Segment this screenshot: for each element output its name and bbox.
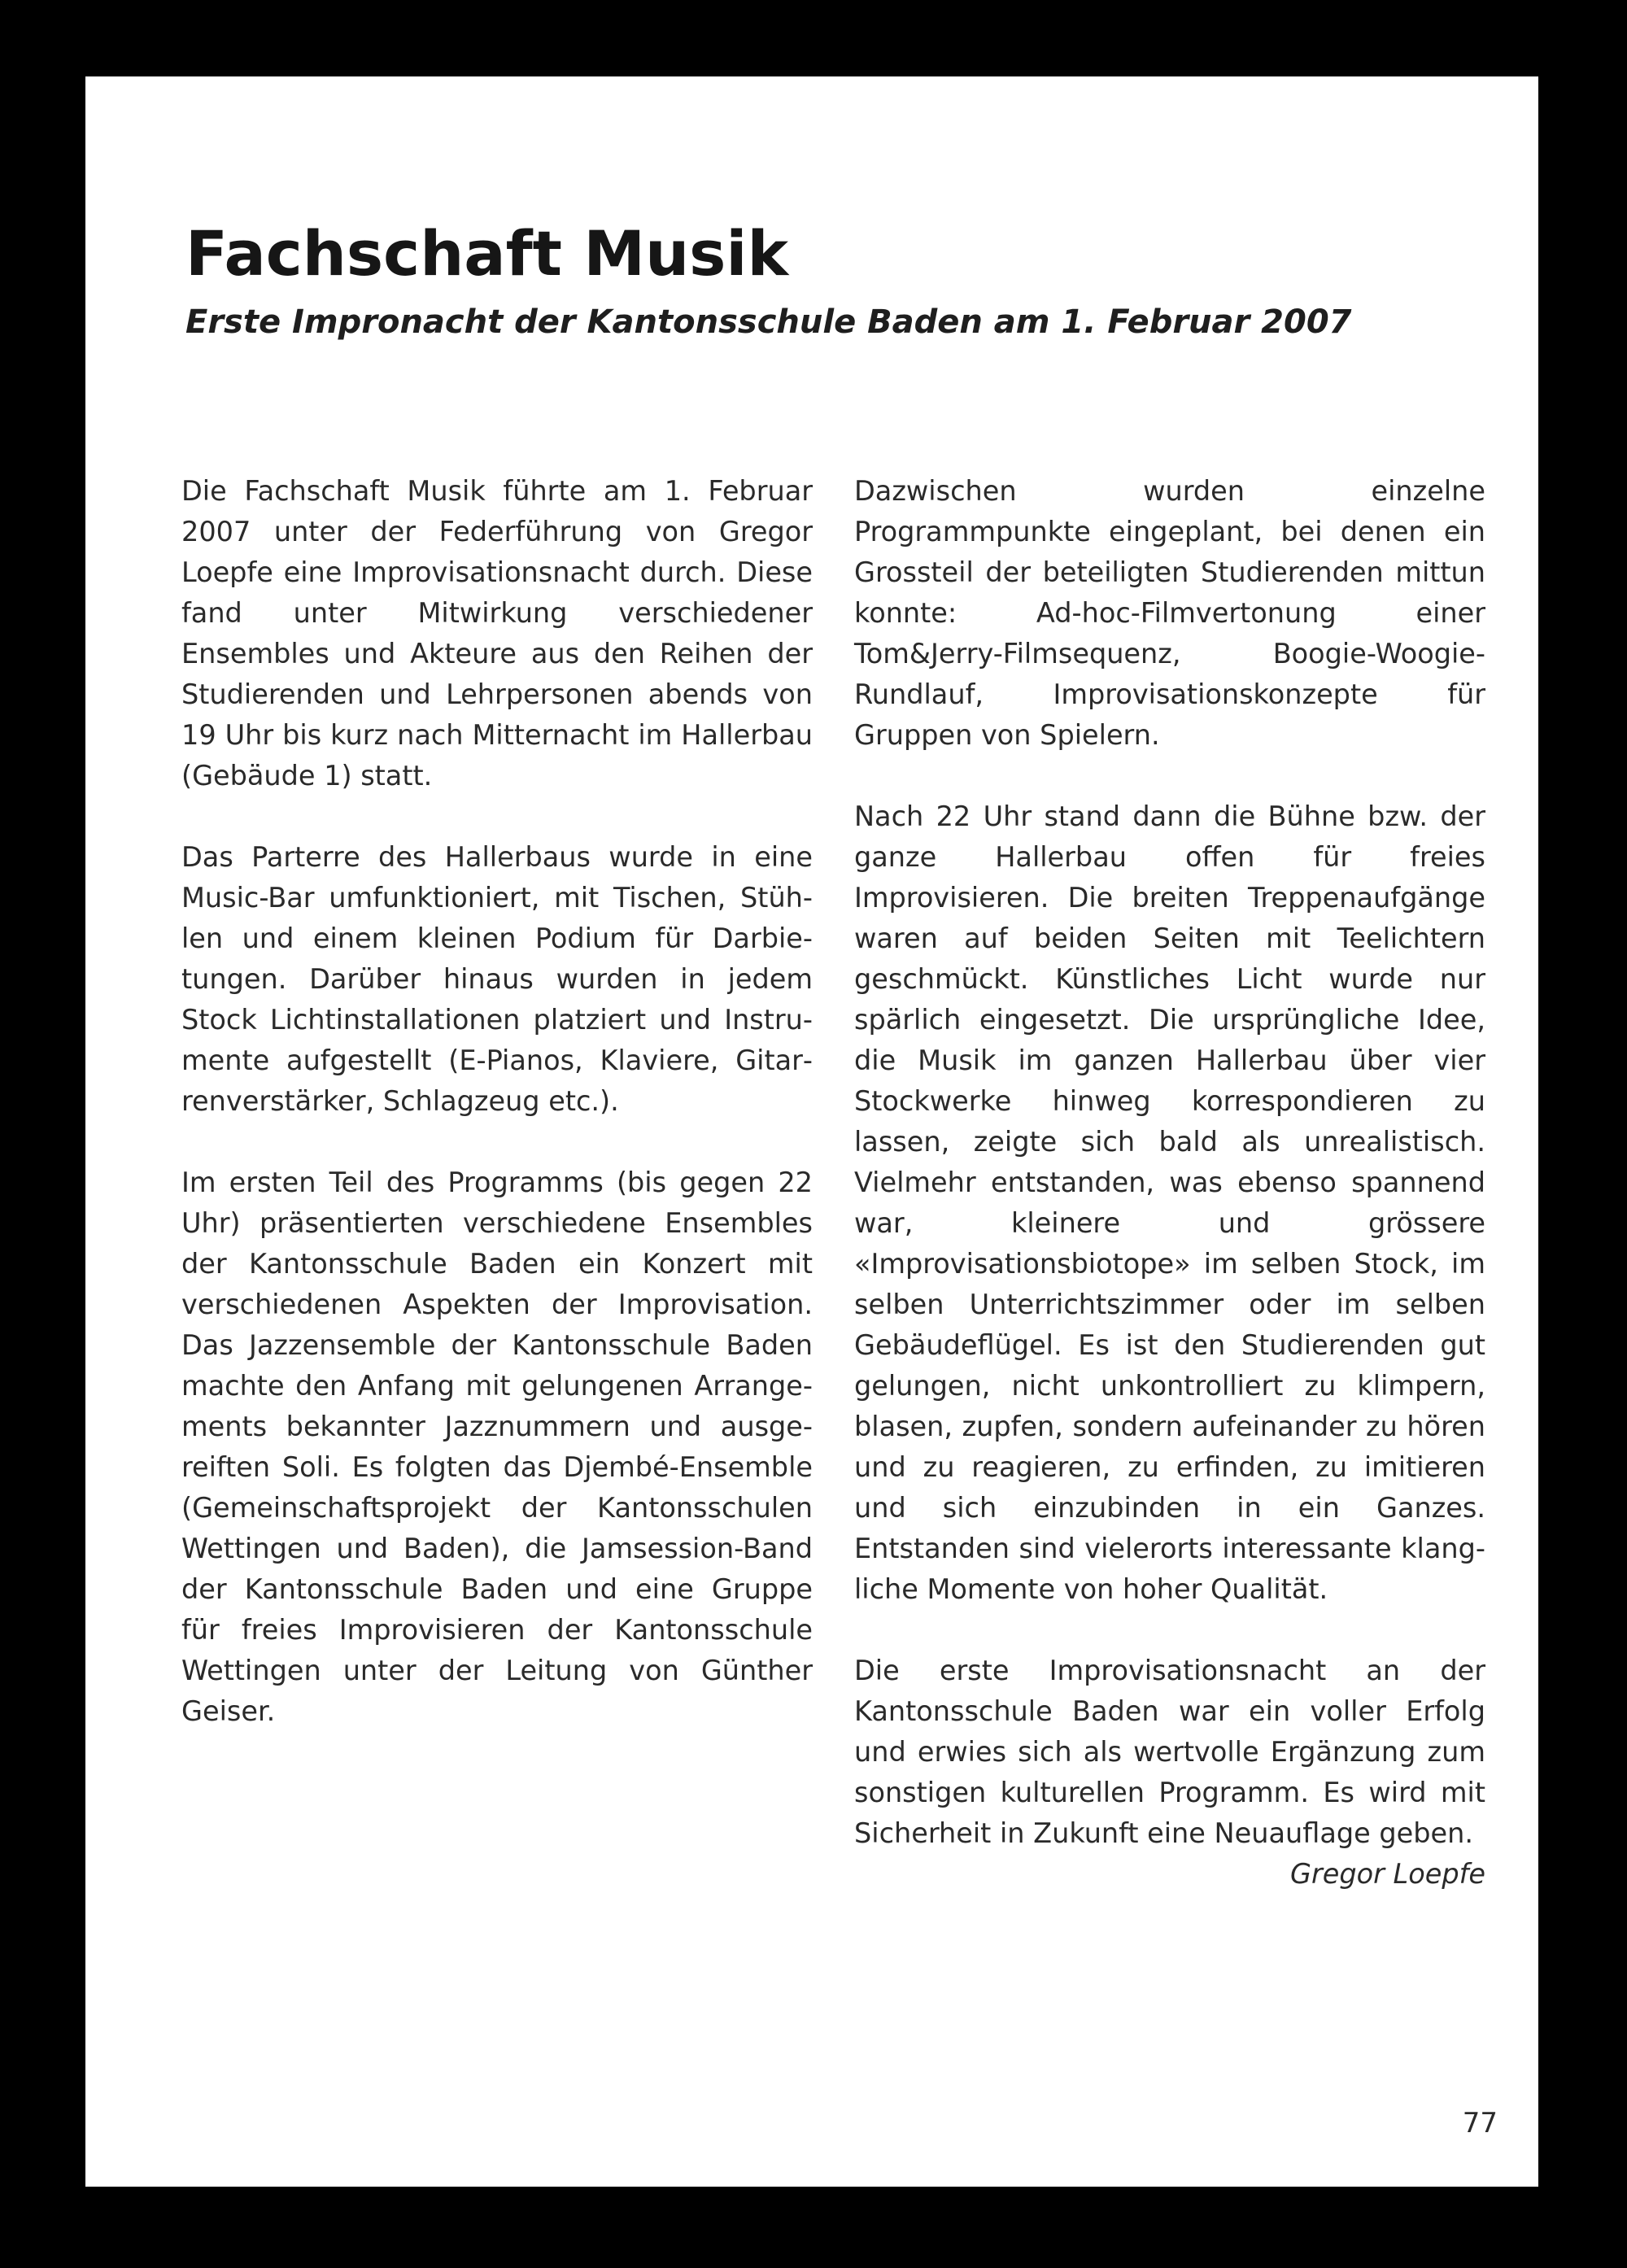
author-signature: Gregor Loepfe [1290,1858,1485,1890]
page-number: 77 [1462,2107,1498,2139]
paragraph: Nach 22 Uhr stand dann die Bühne bzw. der ganze Hallerbau offen für freies Improvisieren. Die breiten Treppenaufgänge waren auf beiden Seiten mit Teelichtern geschmückt. Künstliches Licht wurde nur spärlich eingesetzt. Die ursprüngliche Idee, die Musik im ganzen Hallerbau über vier Stockwerke hinweg korrespondieren zu lassen, zeigte sich bald als unrealistisch. Vielmehr entstanden, was ebenso spannend war, kleinere und grössere «Improvisationsbiotope» im selben Stock, im selben Unterrichtszimmer oder im selben Gebäudeflügel. Es ist den Studierenden gut gelungen, nicht unkontrolliert zu klimpern, blasen, zupfen, sondern aufeinander zu hören und zu reagieren, zu erfinden, zu imitieren und sich einzubinden in ein Ganzes. Entstanden sind vielerorts interessante klangliche Momente von hoher Qualität. [854,800,1485,1605]
page-subtitle: Erste Impronacht der Kantonsschule Baden am 1. Februar 2007 [185,303,1352,341]
page-title: Fachschaft Musik [185,217,788,290]
left-column [181,471,813,1773]
paragraph: Dazwischen wurden einzelne Programmpunkte eingeplant, bei denen ein Grossteil der beteiligten Studierenden mittun konnte: Ad-hoc-Filmvertonung einer Tom&Jerry-Filmsequenz, Boogie-Woogie-Rundlauf, Improvisationskonzepte für Gruppen von Spielern. [854,475,1485,751]
right-column [854,471,1485,1935]
paragraph: Das Parterre des Hallerbaus wurde in eine Music-Bar umfunktioniert, mit Tischen, Stühlen und einem kleinen Podium für Darbietungen. Darüber hinaus wurden in jedem Stock Lichtinstallationen platziert und Instrumente aufgestellt (E-Pianos, Klaviere, Gitarrenverstärker, Schlagzeug etc.). [181,841,813,1117]
paragraph: Die Fachschaft Musik führte am 1. Februar 2007 unter der Federführung von Gregor Loepfe eine Improvisationsnacht durch. Diese fand unter Mitwirkung verschiedener Ensembles und Akteure aus den Reihen der Studierenden und Lehrpersonen abends von 19 Uhr bis kurz nach Mitternacht im Hallerbau (Gebäude 1) statt. [181,475,813,792]
paragraph: Im ersten Teil des Programms (bis gegen 22 Uhr) präsentierten verschiedene Ensembles der Kantonsschule Baden ein Konzert mit verschiedenen Aspekten der Improvisation. Das Jazzensemble der Kantonsschule Baden machte den Anfang mit gelungenen Arrangements bekannter Jazznummern und ausgereiften Soli. Es folgten das Djembé-Ensemble (Gemeinschaftsprojekt der Kantonsschulen Wettingen und Baden), die Jamsession-Band der Kantonsschule Baden und eine Gruppe für freies Improvisieren der Kantonsschule Wettingen unter der Leitung von Günther Geiser. [181,1167,813,1727]
paragraph: Die erste Improvisationsnacht an der Kantonsschule Baden war ein voller Erfolg und erwies sich als wertvolle Ergänzung zum sonstigen kulturellen Programm. Es wird mit Sicherheit in Zukunft eine Neuauflage geben. [854,1655,1485,1849]
page [85,76,1538,2187]
